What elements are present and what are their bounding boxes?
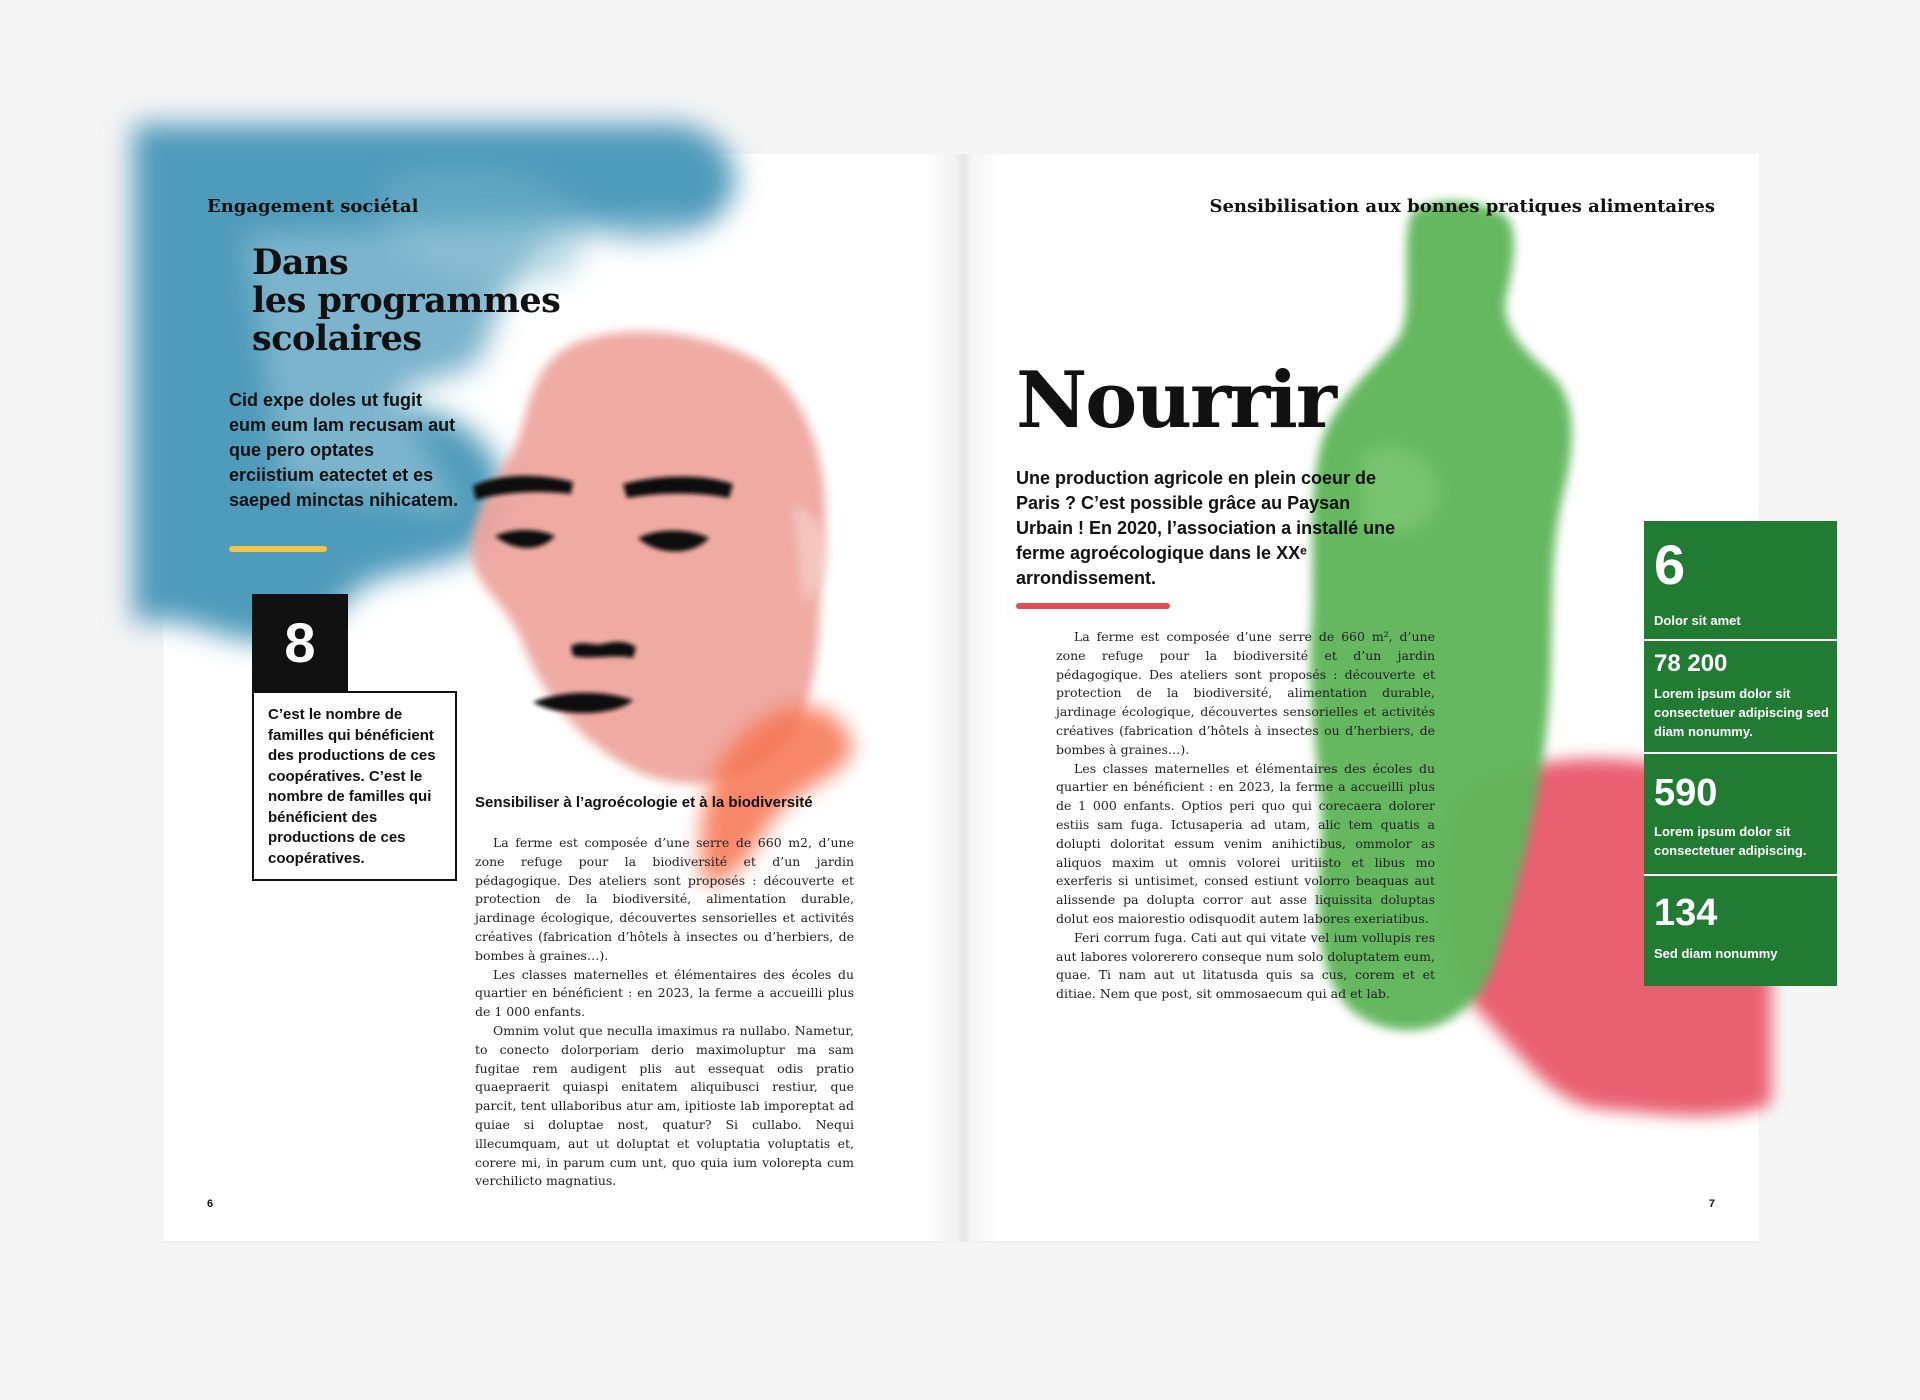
stat-caption-box: C’est le nombre de familles qui bénéficient des productions de ces coopératives. C’est le nombre de familles qui bénéficient des productions de ces coopératives. bbox=[252, 691, 457, 881]
stat-value: 78 200 bbox=[1654, 650, 1728, 677]
title-line: scolaires bbox=[252, 318, 422, 359]
lead-paragraph-left: Cid expe doles ut fugit eum eum lam recusam aut que pero optates erciistium eatectet et es saeped minctas nihicatem. bbox=[229, 390, 459, 510]
running-head-right: Sensibilisation aux bonnes pratiques alimentaires bbox=[1209, 196, 1715, 217]
page-number-left: 6 bbox=[207, 1198, 214, 1210]
page-number-right: 7 bbox=[1708, 1198, 1715, 1210]
body-paragraph: La ferme est composée d’une serre de 660 m², d’une zone refuge pour la biodiversité et d’un jardin pédagogique. Des ateliers sont proposés : découverte et protection de la biodiversité, alimentation durable, jardinage écologique, découvertes sensorielles et activités créatives (fabrication d’hôtels à insectes ou d’herbiers, de bombes à graines…). bbox=[1056, 629, 1435, 757]
body-paragraph: Les classes maternelles et élémentaires des écoles du quartier en bénéficient : en 2023, la ferme a accueilli plus de 1 000 enfants. Optios peri quo qui corecaera dolorer estiis sam fuga. Ictusaperia ad utam, alic tem quatis a dolupti doloritat essum venim anihictibus, ommolor as aliquos maxim ut omnis volorei uritiisto et libus mo exerferis si untisimet, consed estiunt volorro beaquas aut alissende pa dolupta corror aut asse liquissita doluptas dolut eos maiorestio odisquodit autem labores exeriatibus. bbox=[1056, 760, 1435, 926]
body-text-right bbox=[1056, 628, 1435, 1004]
stat-value: 590 bbox=[1654, 772, 1718, 814]
stat-item bbox=[1644, 641, 1837, 752]
magazine-spread bbox=[163, 154, 1829, 1241]
stat-number-box: 8 bbox=[252, 594, 348, 692]
title-line: les programmes bbox=[252, 280, 561, 321]
body-paragraph: Les classes maternelles et élémentaires des écoles du quartier en bénéficient : en 2023, la ferme a accueilli plus de 1 000 enfants. bbox=[475, 966, 854, 1020]
section-title: Sensibiliser à l’agroécologie et à la biodiversité bbox=[475, 794, 813, 811]
accent-underline-yellow bbox=[229, 546, 327, 552]
stat-item bbox=[1644, 521, 1837, 639]
accent-underline-red bbox=[1016, 603, 1170, 609]
stat-label: Dolor sit amet bbox=[1654, 613, 1741, 628]
title-line: Dans bbox=[252, 242, 349, 283]
body-paragraph: Omnim volut que neculla imaximus ra nullabo. Nametur, to conecto dolorporiam derio maximoluptur ma sam fugitae rem audigent plis aut essequat odis pratio quaepraerit quiaspi enitatem aliquibusci restiur, que parcit, tent ullaboribus atur am, ipitioste lab imporeptat ad quiae si doluptae nost, quatur? Si cullabo. Nequi illecumquam, aut ut doluptat et voluptatia voluptatis et, corere mi, in parum cum unt, quo quia ium volorepta cum verchilicto magnatius. bbox=[475, 1022, 854, 1189]
stat-label: Lorem ipsum dolor sit consectetuer adipiscing sed diam nonummy. bbox=[1654, 686, 1829, 739]
left-page bbox=[163, 154, 961, 1241]
stat-label: Lorem ipsum dolor sit consectetuer adipiscing. bbox=[1654, 824, 1807, 858]
body-paragraph: Feri corrum fuga. Cati aut qui vitate vel ium vollupis res aut labores volorerero conseque num solo doluptatem eum, quae. Ti nam aut ut litatusda quis sa cus, corem et et ditiae. Nem que post, sit ommosaecum qui ad et lab. bbox=[1056, 929, 1435, 1002]
running-head-left: Engagement sociétal bbox=[207, 196, 419, 217]
stats-panel bbox=[1644, 521, 1837, 986]
stat-value: 134 bbox=[1654, 892, 1718, 934]
body-text-left bbox=[475, 834, 854, 1191]
page-title-left bbox=[252, 244, 560, 358]
lead-paragraph-right: Une production agricole en plein coeur de Paris ? C’est possible grâce au Paysan Urbain ! En 2020, l’association a installé une ferme agroécologique dans le XXᵉ arrondissement. bbox=[1016, 468, 1396, 588]
stat-label: Sed diam nonummy bbox=[1654, 946, 1778, 961]
body-paragraph: La ferme est composée d’une serre de 660 m2, d’une zone refuge pour la biodiversité et d’un jardin pédagogique. Des ateliers sont proposés : découverte et protection de la biodiversité, alimentation durable, jardinage écologique, découvertes sensorielles et activités créatives (fabrication d’hôtels à insectes ou d’herbiers, de bombes à graines…). bbox=[475, 835, 854, 963]
stat-value: 6 bbox=[1654, 533, 1686, 596]
page-title-right: Nourrir bbox=[1016, 355, 1335, 446]
right-page bbox=[961, 154, 1829, 1241]
stat-item bbox=[1644, 754, 1837, 874]
stat-item bbox=[1644, 876, 1837, 986]
